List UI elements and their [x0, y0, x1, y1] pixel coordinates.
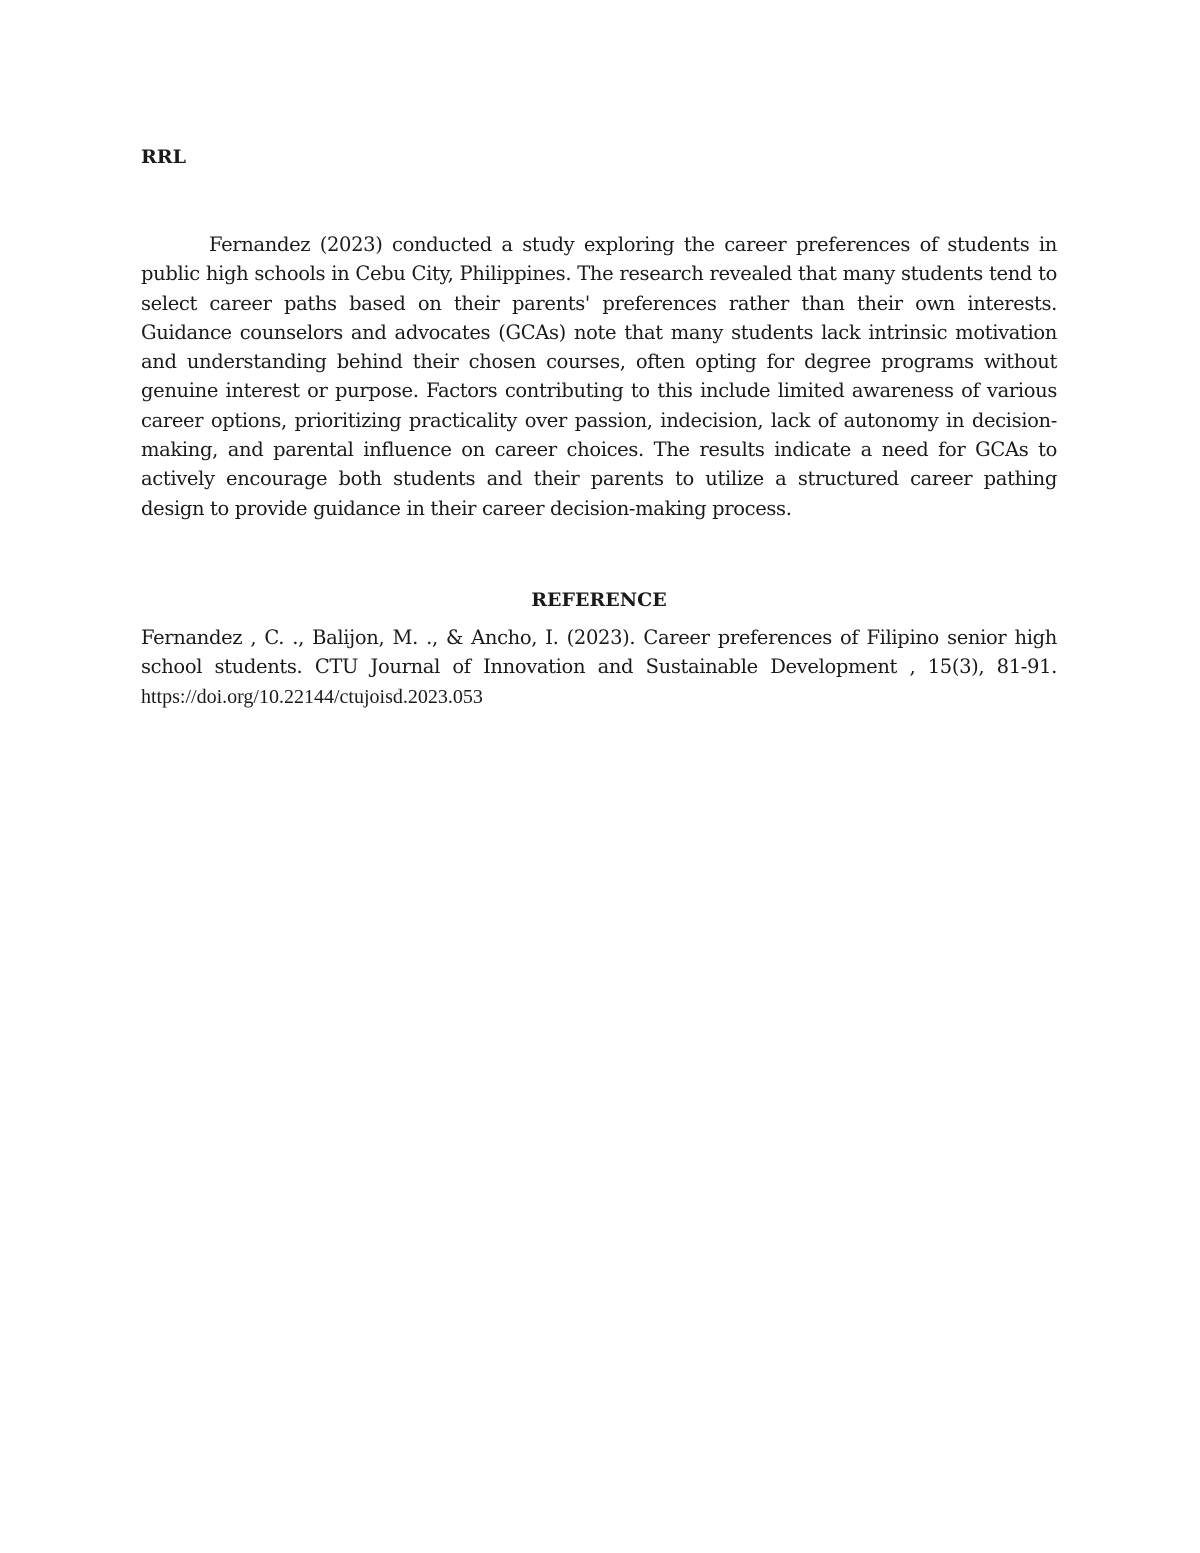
rrl-body-paragraph: Fernandez (2023) conducted a study exploring the career preferences of students in public high schools in Cebu City, Philippines. The research revealed that many students tend to select career paths based on their parents' preferences rather than their own interests. Guidance counselors and advocates (GCAs) note that many students lack intrinsic motivation and understanding behind their chosen courses, often opting for degree programs without genuine interest or purpose. Factors contributing to this include limited awareness of various career options, prioritizing practicality over passion, indecision, lack of autonomy in decision-making, and parental influence on career choices. The results indicate a need for GCAs to actively encourage both students and their parents to utilize a structured career pathing design to provide guidance in their career decision-making process.	[141, 233, 1057, 520]
page-content	[141, 143, 1057, 712]
reference-heading: REFERENCE	[531, 588, 667, 611]
rrl-heading: RRL	[141, 146, 186, 168]
reference-doi: https://doi.org/10.22144/ctujoisd.2023.053	[141, 685, 483, 708]
reference-entry	[141, 623, 1057, 712]
reference-citation: Fernandez , C. ., Balijon, M. ., & Ancho, I. (2023). Career preferences of Filipino senior high school students. CTU Journal of Innovation and Sustainable Development , 15(3), 81-91.	[141, 625, 1057, 679]
